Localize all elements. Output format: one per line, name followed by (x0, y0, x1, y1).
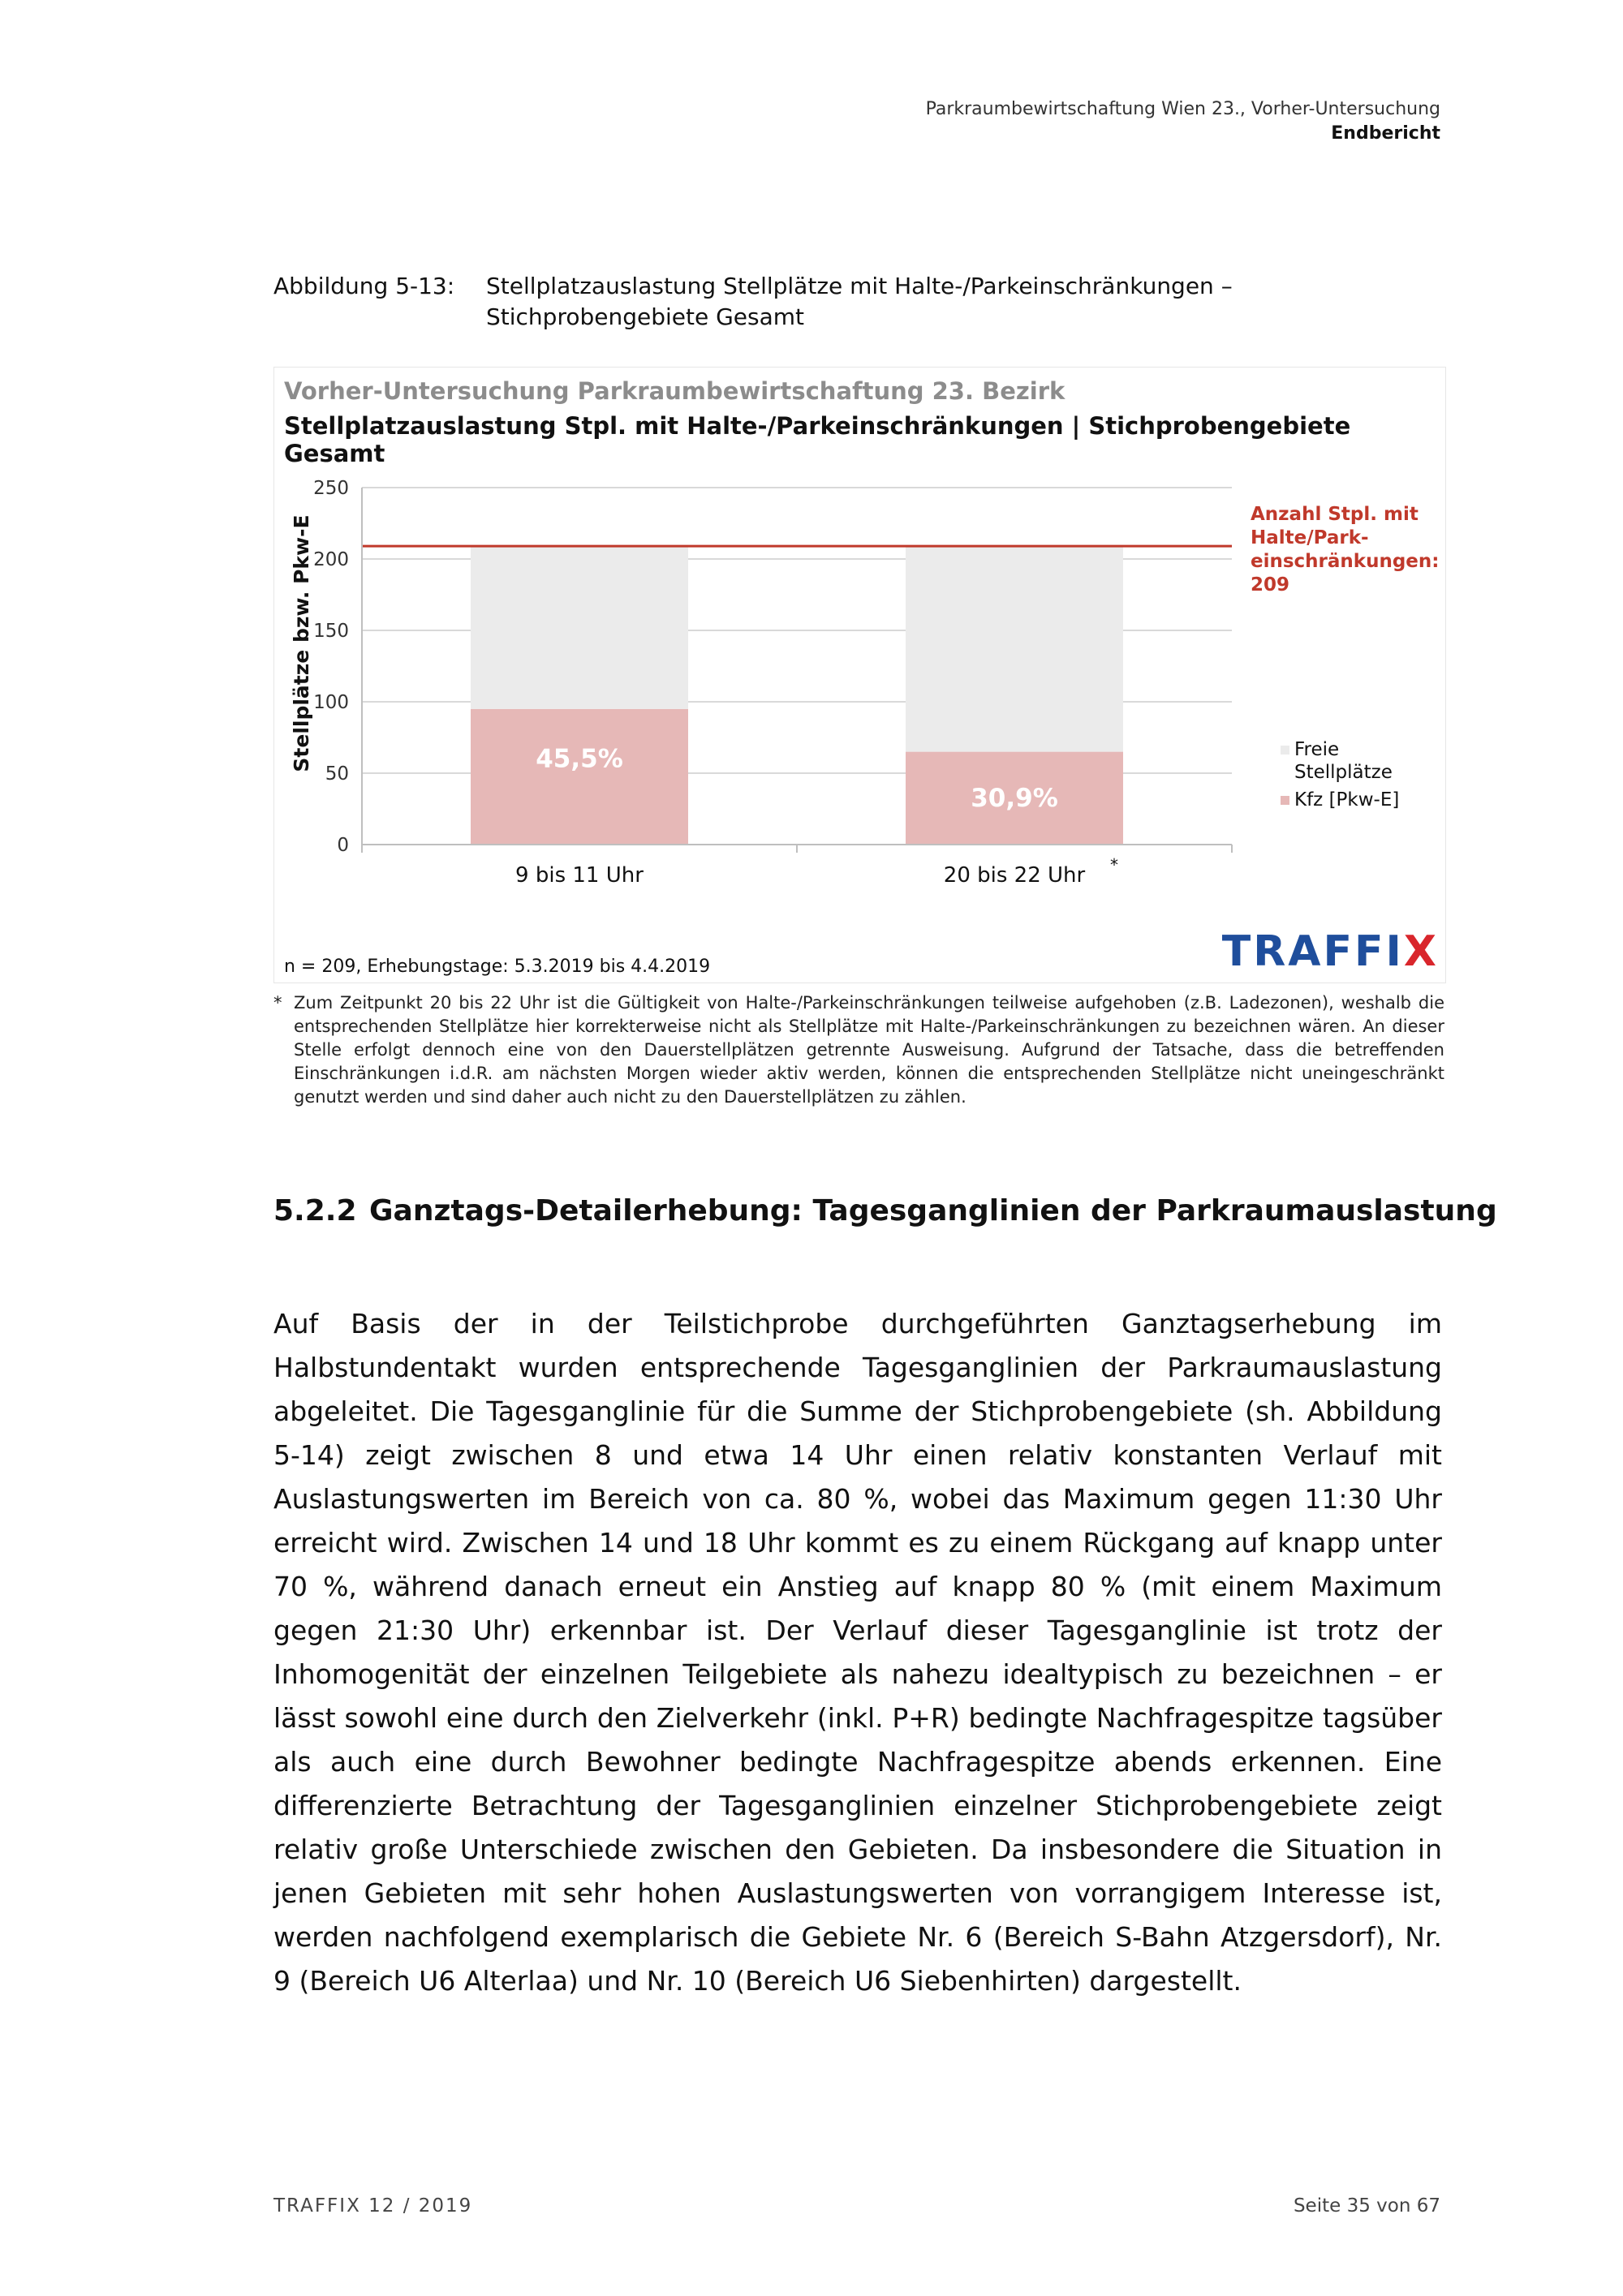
logo-part-3: FFI (1323, 927, 1404, 976)
figure-caption-text: Stellplatzauslastung Stellplätze mit Halte-/Parkeinschränkungen – Stichprobengebiete Gesamt (486, 273, 1233, 330)
y-axis-label: Stellplätze bzw. Pkw-E (290, 514, 313, 772)
header-title: Parkraumbewirtschaftung Wien 23., Vorher-Untersuchung (925, 99, 1440, 119)
reference-label-line: Anzahl Stpl. mit (1251, 504, 1419, 525)
header-subtitle: Endbericht (1331, 123, 1440, 144)
x-category-label: 9 bis 11 Uhr (515, 863, 644, 888)
legend-swatch-free (1281, 746, 1289, 755)
legend-label-free-1: Freie (1294, 739, 1340, 760)
footnote-text: Zum Zeitpunkt 20 bis 22 Uhr ist die Gültigkeit von Halte-/Parkeinschränkungen teilweise aufgehoben (z.B. Ladezonen), weshalb die entsprechenden Stellplätze hier korrekterweise nicht als Stellplätze mit Halte-/Parkeinschränkungen zu bezeichnen wären. An dieser Stelle erfolgt dennoch eine von den Dauerstellplätzen getrennte Ausweisung. Aufgrund der Tatsache, dass die betreffenden Einschränkungen i.d.R. am nächsten Morgen wieder aktiv werden, können die entsprechenden Stellplätze nicht uneingeschränkt genutzt werden und sind daher auch nicht zu den Dauerstellplätzen zu zählen. (294, 993, 1444, 1107)
chart-note: n = 209, Erhebungstage: 5.3.2019 bis 4.4.2019 (284, 957, 711, 977)
footnote-marker: * (273, 993, 282, 1013)
y-tick-label: 0 (337, 835, 349, 856)
bar-chart (274, 368, 1445, 982)
body-paragraph: Auf Basis der in der Teilstichprobe durchgeführten Ganztagserhebung im Halbstundentakt wurden entsprechende Tagesganglinien der Parkraumauslastung abgeleitet. Die Tagesganglinie für die Summe der Stichprobengebiete (sh. Abbildung 5-14) zeigt zwischen 8 und etwa 14 Uhr einen relativ konstanten Verlauf mit Auslastungswerten im Bereich von ca. 80 %, wobei das Maximum gegen 11:30 Uhr erreicht wird. Zwischen 14 und 18 Uhr kommt es zu einem Rückgang auf knapp unter 70 %, während danach erneut ein Anstieg auf knapp 80 % (mit einem Maximum gegen 21:30 Uhr) erkennbar ist. Der Verlauf dieser Tagesganglinie ist trotz der Inhomogenität der einzelnen Teilgebiete als nahezu idealtypisch zu bezeichnen – er lässt sowohl eine durch den Zielverkehr (inkl. P+R) bedingte Nachfragespitze tagsüber als auch eine durch Bewohner bedingte Nachfragespitze abends erkennen. Eine differenzierte Betrachtung der Tagesganglinien einzelner Stichprobengebiete zeigt relativ große Unterschiede zwischen den Gebieten. Da insbesondere die Situation in jenen Gebieten mit sehr hohen Auslastungswerten von vorrangigem Interesse ist, werden nachfolgend exemplarisch die Gebiete Nr. 6 (Bereich S-Bahn Atzgersdorf), Nr. 9 (Bereich U6 Alterlaa) und Nr. 10 (Bereich U6 Siebenhirten) dargestellt. (273, 1308, 1442, 1997)
logo-part-2: A (1288, 927, 1324, 976)
reference-label-line: Halte/Park- (1251, 527, 1369, 548)
footer-right: Seite 35 von 67 (1293, 2195, 1440, 2216)
bar-segment (471, 709, 688, 845)
legend-label-kfz: Kfz [Pkw-E] (1294, 789, 1400, 810)
section-title: Ganztags-Detailerhebung: Tagesganglinien der Parkraumauslastung (369, 1194, 1497, 1228)
bar-data-label: 45,5% (536, 744, 623, 774)
x-category-label: 20 bis 22 Uhr (943, 863, 1086, 888)
section-number: 5.2.2 (273, 1194, 357, 1228)
y-tick-label: 150 (313, 621, 349, 642)
chart-title: Stellplatzauslastung Stpl. mit Halte-/Parkeinschränkungen | Stichprobengebiete Gesamt (284, 412, 1351, 467)
figure-label: Abbildung 5-13: (273, 273, 455, 299)
reference-label-line: einschränkungen: (1251, 551, 1440, 572)
y-tick-label: 50 (325, 763, 349, 785)
page-header (926, 97, 1440, 146)
chart-container (273, 367, 1446, 983)
logo-part-4: X (1403, 927, 1439, 976)
section-heading (273, 1194, 1497, 1228)
category-footnote-mark: * (1110, 855, 1118, 875)
bar-data-label: 30,9% (971, 783, 1058, 813)
bar-segment (906, 546, 1123, 751)
footnote (273, 991, 1444, 1109)
legend-label-free-2: Stellplätze (1294, 762, 1393, 783)
legend-swatch-kfz (1281, 796, 1289, 805)
chart-supertitle: Vorher-Untersuchung Parkraumbewirtschaftung 23. Bezirk (284, 377, 1065, 405)
logo-part-1: TR (1221, 927, 1289, 976)
y-tick-label: 200 (313, 549, 349, 570)
y-tick-label: 100 (313, 692, 349, 713)
footer-left: TRAFFIX 12 / 2019 (273, 2195, 473, 2216)
reference-label-line: 209 (1251, 574, 1290, 595)
y-tick-label: 250 (313, 478, 349, 499)
traffix-logo (1222, 927, 1439, 976)
bar-segment (471, 546, 688, 709)
